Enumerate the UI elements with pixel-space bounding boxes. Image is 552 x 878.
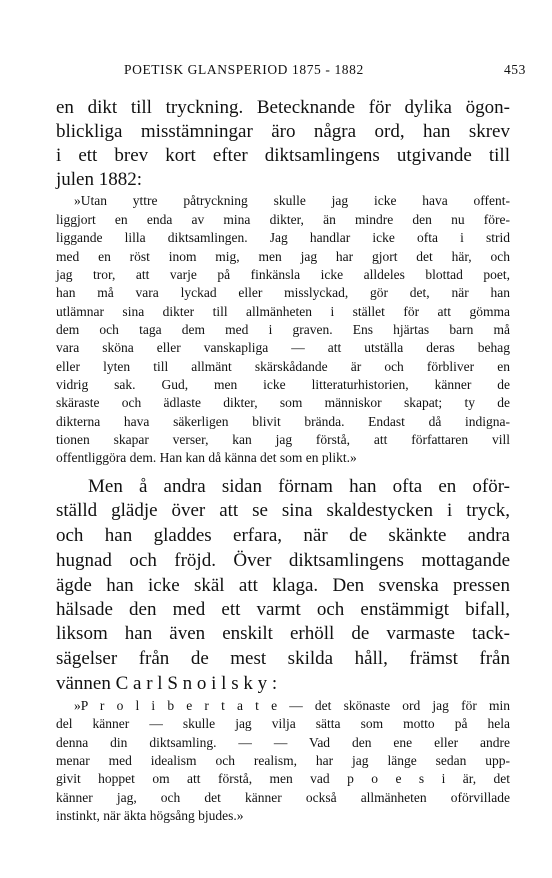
- text-line: del känner — skulle jag vilja sätta som motto på hela: [56, 716, 510, 731]
- text-line: och han gladdes erfara, när de skänkte andra: [56, 525, 510, 546]
- text-line: denna din diktsamling. — — Vad den ene eller andre: [56, 735, 510, 750]
- text-line: känner jag, och det känner också allmänheten oförvillade: [56, 790, 510, 805]
- text-line: dem och taga dem med i graven. Ens hjärtas barn må: [56, 322, 510, 337]
- text-line: instinkt, när äkta högsång bjudes.»: [56, 808, 244, 823]
- text-line: menar med idealism och realism, har jag länge sedan upp-: [56, 753, 510, 768]
- text-line: sägelser från de mest skilda håll, främst från: [56, 648, 510, 669]
- text-line: »P r o l i b e r t a t e — det skönaste ord jag för min: [74, 698, 510, 713]
- text-line: eller lyten till allmänt skärskådande är och förbliver en: [56, 359, 510, 374]
- text-line: i ett brev kort efter diktsamlingens utgivande till: [56, 145, 510, 166]
- text-line: hugnad och fröjd. Över diktsamlingens mottagande: [56, 550, 510, 571]
- text-line: liggjort en enda av mina dikter, än mindre den nu före-: [56, 212, 510, 227]
- text-line: han må vara lyckad eller misslyckad, gör det, när han: [56, 285, 510, 300]
- text-line: vara sköna eller vanskapliga — att utställa deras behag: [56, 340, 510, 355]
- text-line: vännen C a r l S n o i l s k y :: [56, 673, 278, 694]
- text-line: skäraste och ädlaste dikter, som människor skapat; ty de: [56, 395, 510, 410]
- text-line: vidrig sak. Gud, men icke litteraturhistorien, känner de: [56, 377, 510, 392]
- text-line: ägde han icke skäl att klaga. Den svenska pressen: [56, 575, 510, 596]
- text-line: givit hoppet om att förstå, men vad p o e s i är, det: [56, 771, 510, 786]
- text-line: liggande lilla diktsamlingen. Jag handlar icke ofta i strid: [56, 230, 510, 245]
- text-line: offentliggöra dem. Han kan då känna det som en plikt.»: [56, 450, 357, 465]
- text-line: en dikt till tryckning. Betecknande för dylika ögon-: [56, 97, 510, 118]
- text-line: ställd glädje över att se sina skaldestycken i tryck,: [56, 500, 510, 521]
- text-line: jag tror, att varje på finkänsla icke alldeles blottad poet,: [56, 267, 510, 282]
- text-line: Men å andra sidan förnam han ofta en oför-: [88, 476, 510, 497]
- text-line: liksom han även enskilt erhöll de varmaste tack-: [56, 623, 510, 644]
- text-line: dikterna hava säkerligen blivit brända. Endast då indigna-: [56, 414, 510, 429]
- running-title: POETISK GLANSPERIOD 1875 - 1882: [124, 62, 364, 77]
- running-header: [56, 62, 526, 82]
- page-number: 453: [503, 62, 526, 77]
- text-line: med en röst inom mig, men jag har gjort det här, och: [56, 249, 510, 264]
- text-line: tionen skapar verser, kan jag förstå, att författaren vill: [56, 432, 510, 447]
- text-line: blickliga misstämningar äro några ord, han skrev: [56, 121, 510, 142]
- text-line: utlämnar sina dikter till allmänheten i stället för att gömma: [56, 304, 510, 319]
- text-line: »Utan yttre påtryckning skulle jag icke hava offent-: [74, 193, 510, 208]
- text-line: julen 1882:: [56, 169, 143, 190]
- text-line: hälsade den med ett varmt och enstämmigt bifall,: [56, 599, 510, 620]
